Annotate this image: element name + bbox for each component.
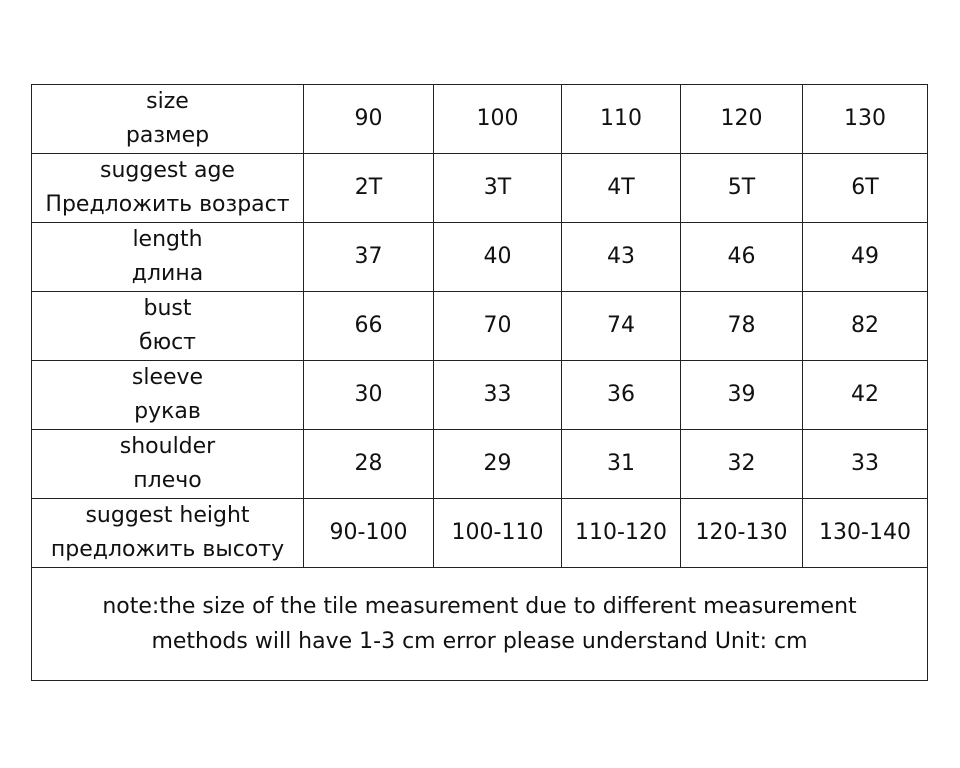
label-russian: бюст xyxy=(139,330,196,355)
label-russian: Предложить возраст xyxy=(45,192,290,217)
cell-value: 28 xyxy=(304,430,434,499)
note-line-1: note:the size of the tile measurement due to different measurement xyxy=(102,594,857,619)
label-english: bust xyxy=(143,296,192,321)
label-english: suggest height xyxy=(85,503,250,528)
label-english: sleeve xyxy=(131,365,204,390)
cell-value: 37 xyxy=(304,223,434,292)
cell-value: 120 xyxy=(681,85,803,154)
cell-value: 40 xyxy=(434,223,562,292)
cell-value: 39 xyxy=(681,361,803,430)
label-russian: размер xyxy=(125,123,210,148)
cell-value: 30 xyxy=(304,361,434,430)
row-label xyxy=(32,292,304,361)
cell-value: 110-120 xyxy=(562,499,681,568)
cell-value: 33 xyxy=(803,430,928,499)
row-label xyxy=(32,430,304,499)
cell-value: 130-140 xyxy=(803,499,928,568)
row-suggest-height xyxy=(32,499,928,568)
cell-value: 4T xyxy=(562,154,681,223)
cell-value: 6T xyxy=(803,154,928,223)
cell-value: 5T xyxy=(681,154,803,223)
row-sleeve xyxy=(32,361,928,430)
label-russian: длина xyxy=(131,261,204,286)
row-label xyxy=(32,361,304,430)
label-english: suggest age xyxy=(100,158,235,183)
row-label xyxy=(32,85,304,154)
cell-value: 32 xyxy=(681,430,803,499)
row-suggest-age xyxy=(32,154,928,223)
label-english: length xyxy=(132,227,203,252)
cell-value: 74 xyxy=(562,292,681,361)
cell-value: 33 xyxy=(434,361,562,430)
cell-value: 31 xyxy=(562,430,681,499)
cell-value: 78 xyxy=(681,292,803,361)
label-russian: рукав xyxy=(134,399,201,424)
cell-value: 130 xyxy=(803,85,928,154)
cell-value: 120-130 xyxy=(681,499,803,568)
cell-value: 36 xyxy=(562,361,681,430)
size-chart-table xyxy=(31,84,928,681)
note-line-2: methods will have 1-3 cm error please understand Unit: cm xyxy=(151,629,808,654)
row-label xyxy=(32,223,304,292)
cell-value: 3T xyxy=(434,154,562,223)
row-label xyxy=(32,499,304,568)
cell-value: 100-110 xyxy=(434,499,562,568)
note-cell xyxy=(32,568,928,681)
cell-value: 110 xyxy=(562,85,681,154)
cell-value: 49 xyxy=(803,223,928,292)
cell-value: 42 xyxy=(803,361,928,430)
note-row xyxy=(32,568,928,681)
row-shoulder xyxy=(32,430,928,499)
row-label xyxy=(32,154,304,223)
cell-value: 29 xyxy=(434,430,562,499)
cell-value: 43 xyxy=(562,223,681,292)
cell-value: 46 xyxy=(681,223,803,292)
cell-value: 90 xyxy=(304,85,434,154)
cell-value: 2T xyxy=(304,154,434,223)
label-russian: плечо xyxy=(133,468,202,493)
row-length xyxy=(32,223,928,292)
row-size xyxy=(32,85,928,154)
label-russian: предложить высоту xyxy=(50,537,285,562)
label-english: shoulder xyxy=(119,434,216,459)
cell-value: 66 xyxy=(304,292,434,361)
row-bust xyxy=(32,292,928,361)
cell-value: 70 xyxy=(434,292,562,361)
label-english: size xyxy=(146,89,189,114)
cell-value: 90-100 xyxy=(304,499,434,568)
cell-value: 82 xyxy=(803,292,928,361)
cell-value: 100 xyxy=(434,85,562,154)
